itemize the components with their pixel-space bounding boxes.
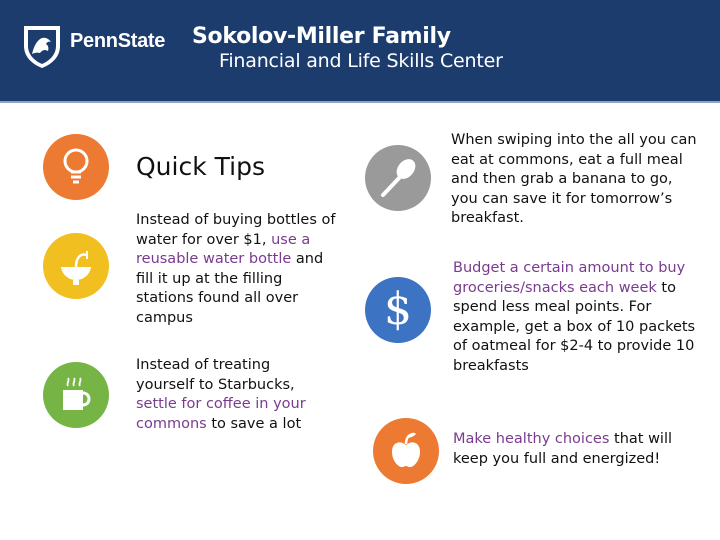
tip-text: that will keep you full and energized! [453, 431, 673, 467]
tip-highlight: settle for coffee in your commons [136, 396, 306, 432]
tip-banana [451, 131, 701, 229]
page-subtitle: Financial and Life Skills Center [219, 50, 503, 72]
coffee-mug-icon [43, 362, 109, 428]
tip-text: to save a lot [206, 415, 302, 432]
tip-text: Instead of buying bottles of water for over $1, [136, 212, 336, 248]
water-fountain-icon [43, 233, 109, 299]
tip-highlight: use a reusable water bottle [136, 231, 311, 267]
penn-state-logo [22, 24, 62, 75]
lightbulb-icon [43, 134, 109, 200]
tip-text: and fill it up at the filling stations found all over campus [136, 251, 324, 326]
tip-budget [453, 259, 701, 376]
tip-water-bottle [136, 211, 336, 328]
tip-highlight: Budget a certain amount to buy groceries/snacks each week [453, 260, 686, 296]
tip-coffee [136, 356, 326, 434]
header-banner [0, 0, 720, 103]
dollar-sign: $ [384, 284, 412, 335]
spoon-icon [365, 145, 431, 211]
shield-logo-icon [22, 24, 62, 70]
page-title: Sokolov-Miller Family [192, 24, 451, 49]
tip-text: to spend less meal points. For example, get a box of 10 packets of oatmeal for $2-4 to provide 10 breakfasts [453, 279, 696, 374]
logo-wordmark: PennState [70, 30, 166, 52]
tip-highlight: Make healthy choices [453, 431, 610, 447]
apple-icon [373, 418, 439, 484]
tip-text: Instead of treating yourself to Starbucks, [136, 357, 295, 393]
quick-tips-heading: Quick Tips [136, 152, 265, 181]
dollar-icon [365, 277, 431, 343]
tip-healthy [453, 430, 701, 469]
tip-text: When swiping into the all you can eat at commons, eat a full meal and then grab a banana to go, you can save it for tomorrow’s breakfast. [451, 132, 697, 226]
